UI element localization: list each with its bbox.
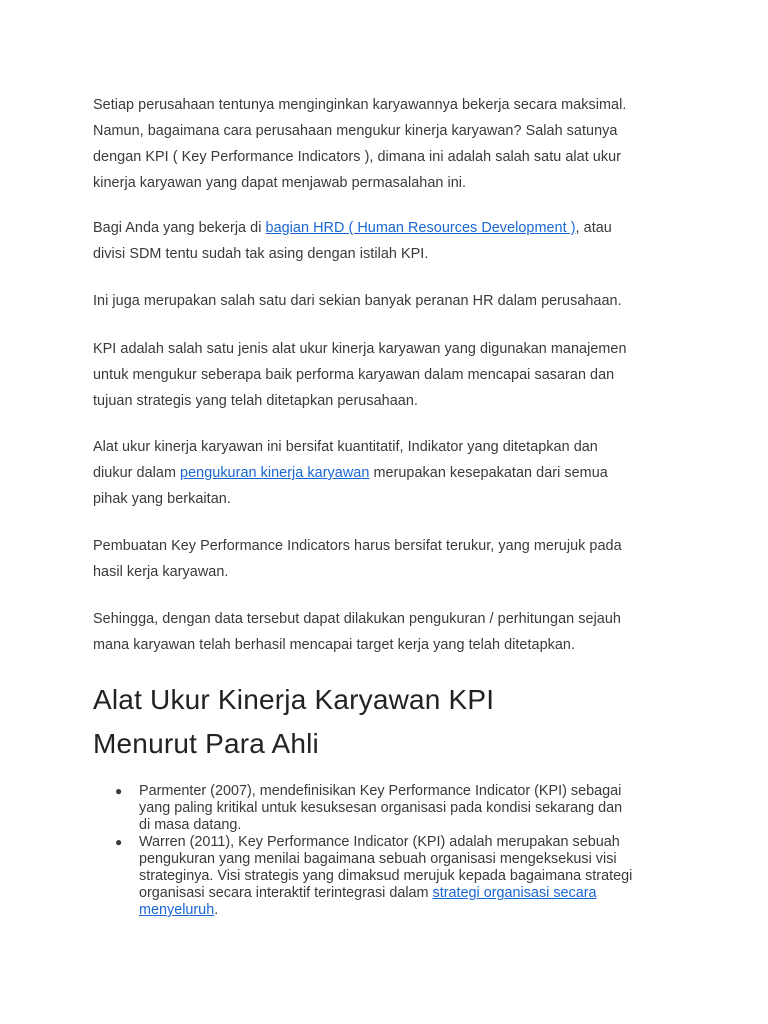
text-line: kinerja karyawan yang dapat menjawab permasalahan ini. [93, 175, 467, 191]
text-line [93, 460, 683, 486]
paragraph-kpi-definition [93, 336, 683, 414]
text-line: mana karyawan telah berhasil mencapai target kerja yang telah ditetapkan. [93, 637, 576, 653]
text-line: tujuan strategis yang telah ditetapkan perusahaan. [93, 393, 418, 409]
link-menyeluruh[interactable]: menyeluruh [139, 902, 215, 918]
text-line: Namun, bagaimana cara perusahaan mengukur kinerja karyawan? Salah satunya [93, 123, 618, 139]
text-line: Ini juga merupakan salah satu dari sekian banyak peranan HR dalam perusahaan. [93, 293, 622, 309]
text-segment: merupakan kesepakatan dari semua [369, 465, 608, 481]
paragraph-hrd [93, 215, 683, 267]
expert-list [93, 783, 683, 919]
text-line: dengan KPI ( Key Performance Indicators ), dimana ini adalah salah satu alat ukur [93, 149, 622, 165]
link-pengukuran-kinerja[interactable]: pengukuran kinerja karyawan [180, 465, 370, 481]
text-line: Parmenter (2007), mendefinisikan Key Performance Indicator (KPI) sebagai [139, 783, 622, 799]
text-segment: . [214, 902, 219, 918]
text-line: KPI adalah salah satu jenis alat ukur kinerja karyawan yang digunakan manajemen [93, 341, 627, 357]
text-segment: , atau [575, 220, 612, 236]
text-line: Pembuatan Key Performance Indicators harus bersifat terukur, yang merujuk pada [93, 538, 622, 554]
text-line: yang paling kritikal untuk kesuksesan organisasi pada kondisi sekarang dan [139, 800, 623, 816]
list-item-parmenter [93, 783, 683, 834]
text-line: strateginya. Visi strategis yang dimaksud merujuk kepada bagaimana strategi [139, 868, 633, 884]
list-item-warren [93, 834, 683, 919]
text-line: Sehingga, dengan data tersebut dapat dilakukan pengukuran / perhitungan sejauh [93, 611, 621, 627]
text-line: pihak yang berkaitan. [93, 491, 231, 507]
text-line: di masa datang. [139, 817, 242, 833]
text-segment: Bagi Anda yang bekerja di [93, 220, 266, 236]
text-segment: organisasi secara interaktif terintegrasi dalam [139, 885, 433, 901]
heading-line: Menurut Para Ahli [93, 728, 319, 759]
text-line [139, 885, 683, 902]
text-line: Warren (2011), Key Performance Indicator (KPI) adalah merupakan sebuah [139, 834, 620, 850]
text-line: Setiap perusahaan tentunya menginginkan karyawannya bekerja secara maksimal. [93, 97, 627, 113]
text-line [139, 902, 683, 919]
text-line: divisi SDM tentu sudah tak asing dengan istilah KPI. [93, 246, 429, 262]
paragraph-hr-role [93, 288, 683, 314]
text-line: pengukuran yang menilai bagaimana sebuah organisasi mengeksekusi visi [139, 851, 617, 867]
text-line: Alat ukur kinerja karyawan ini bersifat kuantitatif, Indikator yang ditetapkan dan [93, 439, 598, 455]
text-line: hasil kerja karyawan. [93, 564, 229, 580]
paragraph-target [93, 606, 683, 658]
paragraph-measurable [93, 533, 683, 585]
paragraph-quantitative [93, 434, 683, 512]
bullet-icon: ● [115, 784, 123, 798]
text-line [93, 215, 683, 241]
bullet-icon: ● [115, 835, 123, 849]
text-line: untuk mengukur seberapa baik performa karyawan dalam mencapai sasaran dan [93, 367, 615, 383]
paragraph-intro [93, 92, 683, 196]
section-heading [93, 678, 683, 766]
heading-line: Alat Ukur Kinerja Karyawan KPI [93, 684, 495, 715]
link-bagian-hrd[interactable]: bagian HRD ( Human Resources Development ) [265, 220, 576, 236]
text-segment: diukur dalam [93, 465, 181, 481]
link-strategi-organisasi[interactable]: strategi organisasi secara [432, 885, 597, 901]
